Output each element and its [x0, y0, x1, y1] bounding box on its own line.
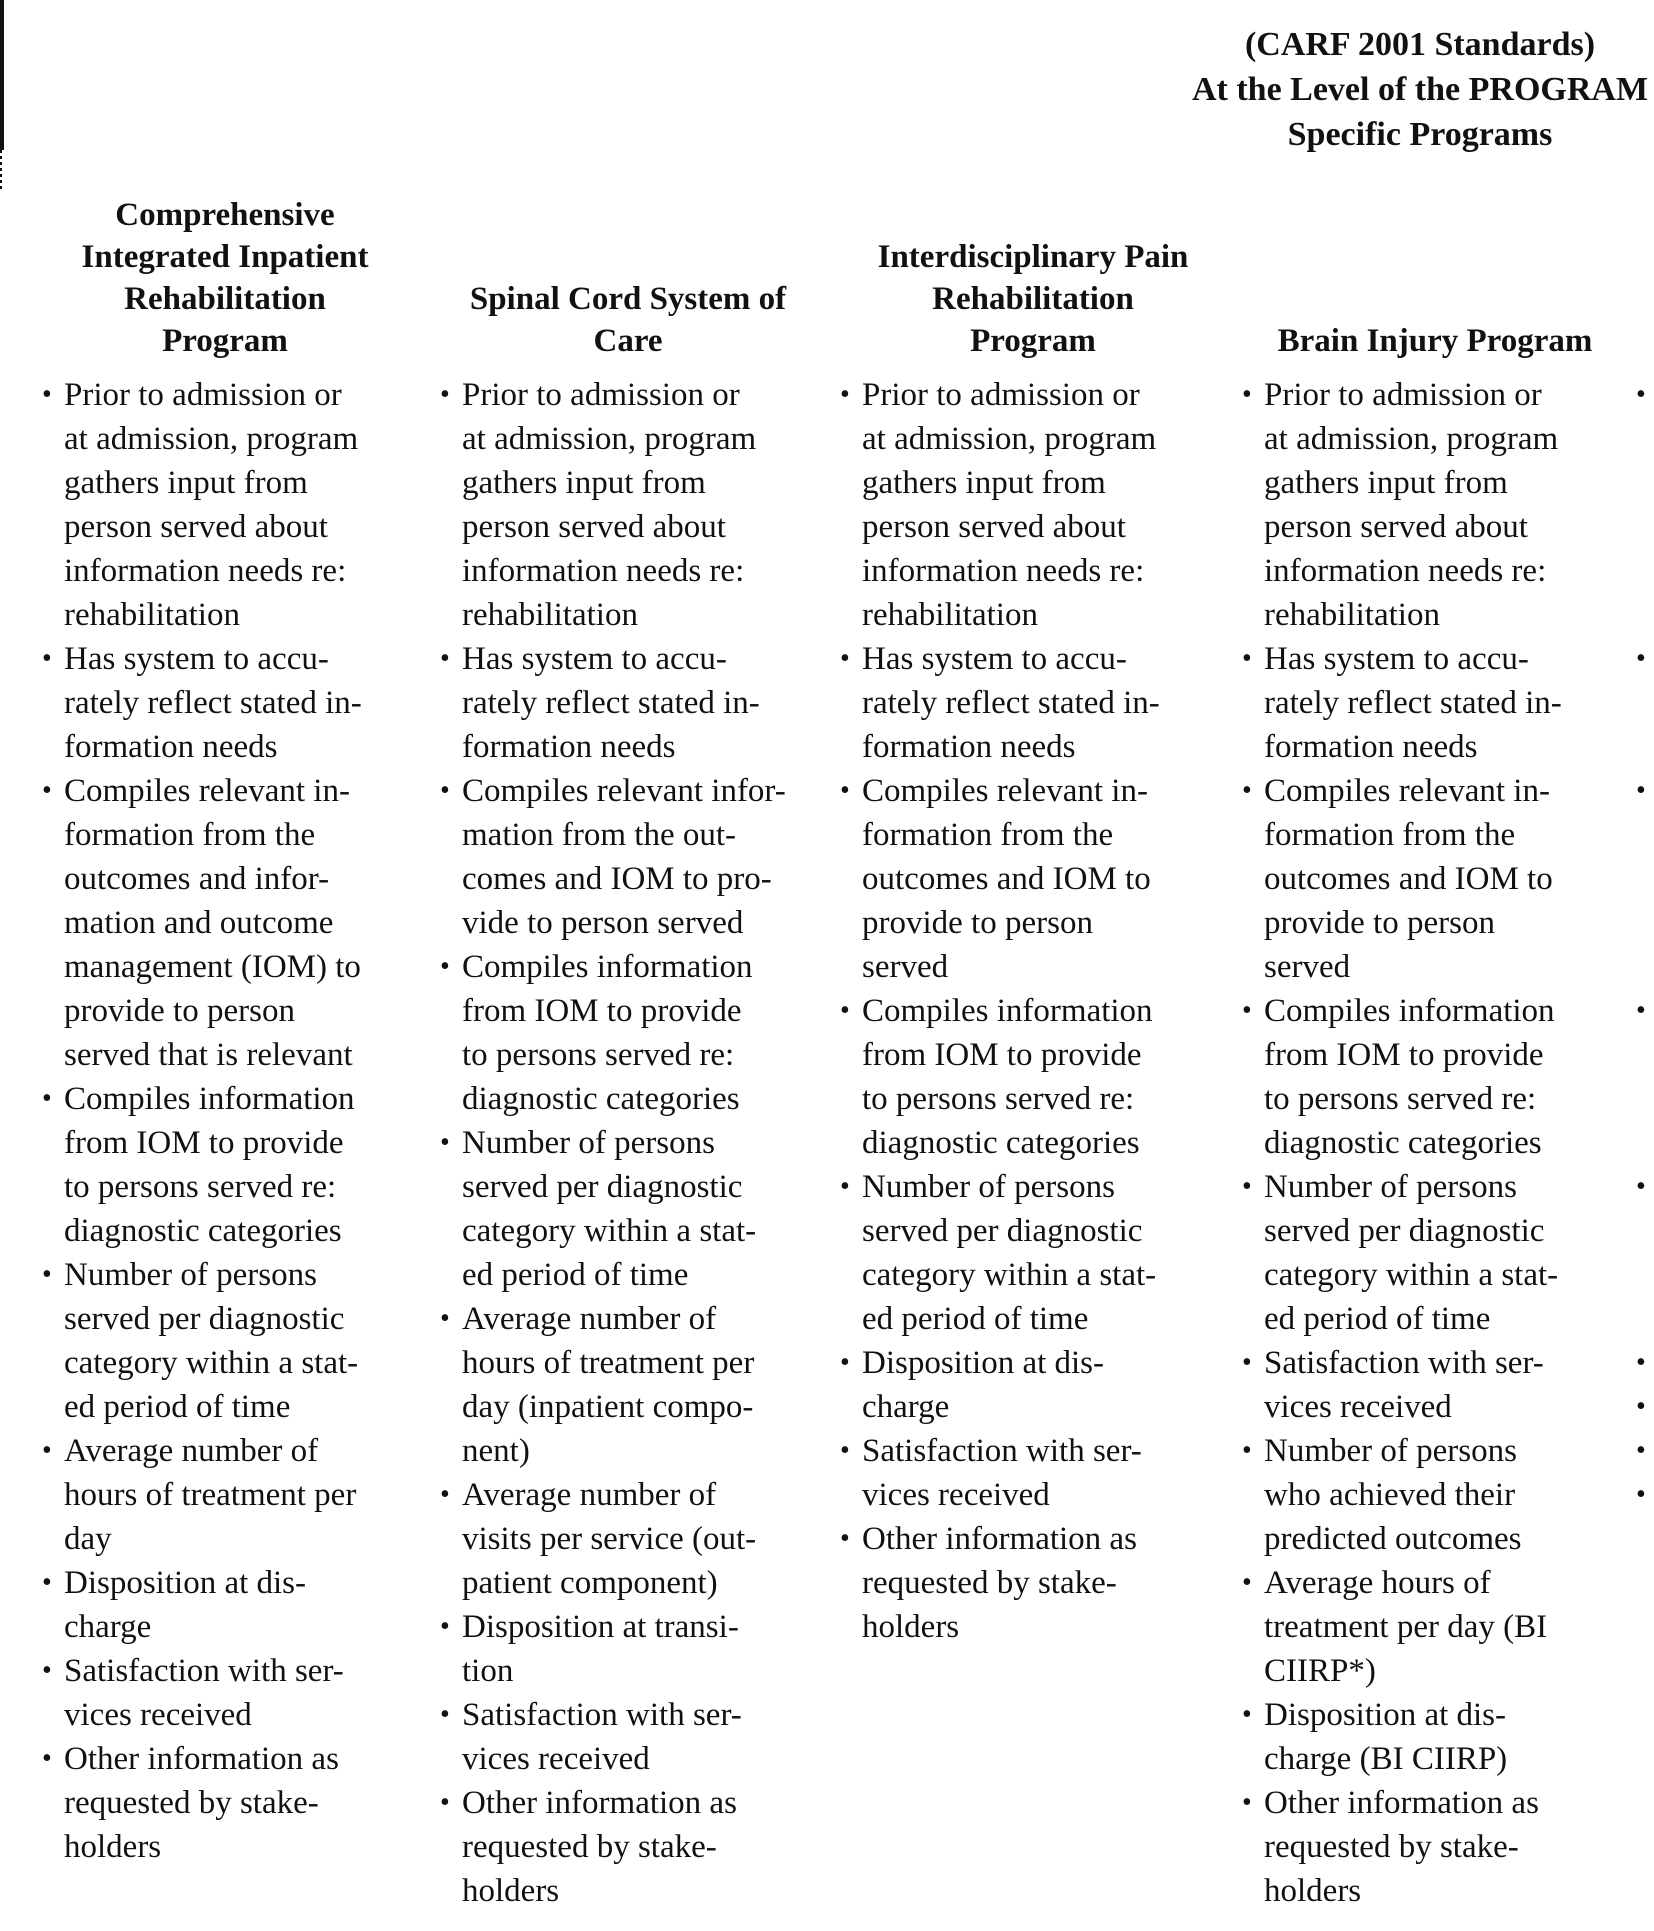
- list-item-line: Other information as: [1264, 1785, 1539, 1821]
- list-item-line: information needs re:: [1264, 553, 1547, 589]
- bullet-icon: •: [440, 643, 450, 674]
- list-item-line: served per diagnostic: [64, 1301, 345, 1337]
- column-title-line: Spinal Cord System of: [469, 281, 787, 317]
- list-item-line: Prior to admission or: [462, 377, 740, 413]
- list-item: [1240, 989, 1630, 1165]
- bullet-icon: •: [840, 995, 850, 1026]
- list-item-line: vices received: [462, 1741, 650, 1777]
- list-item-line: comes and IOM to pro-: [462, 861, 772, 897]
- column-title: [1240, 320, 1630, 362]
- list-item-line: person served about: [462, 509, 726, 545]
- list-item-line: holders: [862, 1609, 960, 1645]
- list-item: [838, 373, 1228, 637]
- list-item-line: Has system to accu-: [1264, 641, 1529, 677]
- bullet-icon: •: [42, 1567, 52, 1598]
- list-item-line: ed period of time: [462, 1257, 689, 1293]
- bullet-icon: •: [1242, 1699, 1252, 1730]
- list-item-line: Satisfaction with ser-: [462, 1697, 742, 1733]
- list-item-line: served: [1264, 949, 1351, 985]
- bullet-icon: •: [1242, 1787, 1252, 1818]
- list-item-line: rehabilitation: [462, 597, 638, 633]
- list-item: [438, 1605, 818, 1693]
- list-item-line: outcomes and infor-: [64, 861, 330, 897]
- bullet-icon: •: [440, 1699, 450, 1730]
- bullet-icon: •: [42, 1083, 52, 1114]
- bullet-icon: •: [840, 1523, 850, 1554]
- bullet-icon: •: [840, 643, 850, 674]
- list-item-line: diagnostic categories: [462, 1081, 740, 1117]
- list-item-line: information needs re:: [462, 553, 745, 589]
- list-item-line: Other information as: [462, 1785, 737, 1821]
- list-item-line: hours of treatment per: [462, 1345, 755, 1381]
- bullet-icon: •: [840, 1347, 850, 1378]
- list-item-line: Average hours of: [1264, 1565, 1491, 1601]
- list-item-line: served per diagnostic: [462, 1169, 743, 1205]
- list-item-line: Has system to accu-: [64, 641, 329, 677]
- list-item-line: category within a stat-: [1264, 1257, 1559, 1293]
- list-item-line: requested by stake-: [462, 1829, 717, 1865]
- list-item-line: Satisfaction with ser-: [64, 1653, 344, 1689]
- column-title-line: Rehabilitation: [932, 281, 1134, 317]
- list-item: [438, 945, 818, 1121]
- list-item-line: ed period of time: [64, 1389, 291, 1425]
- list-item-line: served: [862, 949, 949, 985]
- bullet-list: [438, 373, 818, 1913]
- bullet-icon: •: [1636, 775, 1646, 806]
- list-item-line: served per diagnostic: [1264, 1213, 1545, 1249]
- bullet-icon: •: [1636, 995, 1646, 1026]
- list-item-line: Prior to admission or: [64, 377, 342, 413]
- list-item-line: to persons served re:: [862, 1081, 1135, 1117]
- list-item: [1240, 1341, 1630, 1429]
- list-item-line: Other information as: [64, 1741, 339, 1777]
- list-item-line: Number of persons: [462, 1125, 715, 1161]
- list-item-line: Average number of: [64, 1433, 319, 1469]
- header-line-specific-programs: Specific Programs: [1287, 116, 1553, 153]
- list-item-line: vide to person served: [462, 905, 744, 941]
- list-item: [838, 989, 1228, 1165]
- column-title: [838, 236, 1228, 362]
- bullet-icon: •: [1636, 1435, 1646, 1466]
- list-item-line: charge (BI CIIRP): [1264, 1741, 1508, 1777]
- list-item-line: diagnostic categories: [862, 1125, 1140, 1161]
- list-item-line: mation from the out-: [462, 817, 737, 853]
- bullet-icon: •: [1636, 643, 1646, 674]
- bullet-list: [40, 373, 410, 1869]
- list-item-line: gathers input from: [64, 465, 308, 501]
- list-item-line: tion: [462, 1653, 514, 1689]
- bullet-icon: •: [42, 1743, 52, 1774]
- list-item: [838, 769, 1228, 989]
- bullet-icon: •: [440, 379, 450, 410]
- list-item-line: holders: [64, 1829, 162, 1865]
- bullet-icon: •: [1242, 1567, 1252, 1598]
- list-item-line: ed period of time: [862, 1301, 1089, 1337]
- list-item-line: gathers input from: [462, 465, 706, 501]
- bullet-icon: •: [1636, 1479, 1646, 1510]
- list-item-line: charge: [862, 1389, 950, 1425]
- list-item-line: mation and outcome: [64, 905, 334, 941]
- column-title-line: Interdisciplinary Pain: [877, 239, 1189, 275]
- list-item-line: information needs re:: [64, 553, 347, 589]
- bullet-icon: •: [440, 1611, 450, 1642]
- bullet-icon: •: [1242, 379, 1252, 410]
- list-item-line: ed period of time: [1264, 1301, 1491, 1337]
- list-item-line: served per diagnostic: [862, 1213, 1143, 1249]
- list-item: [40, 637, 410, 769]
- list-item-line: at admission, program: [462, 421, 757, 457]
- list-item-line: Satisfaction with ser-: [862, 1433, 1142, 1469]
- list-item-line: Number of persons: [1264, 1433, 1517, 1469]
- list-item-line: hours of treatment per: [64, 1477, 357, 1513]
- list-item: [1240, 1429, 1630, 1561]
- list-item-line: Compiles relevant in-: [862, 773, 1148, 809]
- list-item-line: management (IOM) to: [64, 949, 361, 985]
- list-item-line: predicted outcomes: [1264, 1521, 1522, 1557]
- list-item-line: to persons served re:: [1264, 1081, 1537, 1117]
- list-item: [40, 769, 410, 1077]
- list-item-line: rehabilitation: [1264, 597, 1440, 633]
- column-title-line: Integrated Inpatient: [81, 239, 369, 275]
- list-item-line: who achieved their: [1264, 1477, 1516, 1513]
- bullet-icon: •: [1242, 1171, 1252, 1202]
- list-item: [40, 1077, 410, 1253]
- list-item-line: Number of persons: [1264, 1169, 1517, 1205]
- list-item-line: day (inpatient compo-: [462, 1389, 754, 1425]
- bullet-icon: •: [1636, 1171, 1646, 1202]
- list-item-line: category within a stat-: [64, 1345, 359, 1381]
- list-item: [1240, 637, 1630, 769]
- list-item-line: Satisfaction with ser-: [1264, 1345, 1544, 1381]
- bullet-icon: •: [440, 1303, 450, 1334]
- list-item-line: at admission, program: [1264, 421, 1559, 457]
- header-line-standards: (CARF 2001 Standards): [1244, 26, 1596, 63]
- list-item-line: Compiles information: [462, 949, 753, 985]
- bullet-icon: •: [42, 1435, 52, 1466]
- column-title-line: Care: [593, 323, 663, 359]
- bullet-icon: •: [440, 1787, 450, 1818]
- list-item-line: Compiles relevant in-: [64, 773, 350, 809]
- list-item: [1240, 1781, 1630, 1913]
- list-item-line: requested by stake-: [862, 1565, 1117, 1601]
- bullet-icon: •: [42, 1259, 52, 1290]
- list-item-line: formation from the: [1264, 817, 1516, 853]
- list-item: [1240, 1561, 1630, 1693]
- list-item-line: provide to person: [862, 905, 1093, 941]
- list-item-line: vices received: [1264, 1389, 1452, 1425]
- list-item-line: formation from the: [862, 817, 1114, 853]
- header-line-level: At the Level of the PROGRAM: [1191, 71, 1649, 108]
- list-item: [40, 1561, 410, 1649]
- list-item-line: diagnostic categories: [1264, 1125, 1542, 1161]
- list-item: [438, 637, 818, 769]
- list-item-line: rehabilitation: [862, 597, 1038, 633]
- list-item-line: formation needs: [862, 729, 1076, 765]
- list-item-line: rately reflect stated in-: [64, 685, 362, 721]
- list-item-line: day: [64, 1521, 112, 1557]
- list-item-line: Disposition at dis-: [862, 1345, 1105, 1381]
- list-item-line: Compiles information: [64, 1081, 355, 1117]
- list-item-line: Disposition at dis-: [1264, 1697, 1507, 1733]
- list-item-line: Has system to accu-: [862, 641, 1127, 677]
- list-item-line: Compiles information: [1264, 993, 1555, 1029]
- column-title: [438, 278, 818, 362]
- list-item-line: visits per service (out-: [462, 1521, 757, 1557]
- column-title-line: Rehabilitation: [124, 281, 326, 317]
- list-item-line: rately reflect stated in-: [1264, 685, 1562, 721]
- list-item-line: formation from the: [64, 817, 316, 853]
- list-item-line: Compiles relevant in-: [1264, 773, 1550, 809]
- list-item-line: from IOM to provide: [862, 1037, 1142, 1073]
- list-item-line: requested by stake-: [64, 1785, 319, 1821]
- list-item-line: person served about: [64, 509, 328, 545]
- column-title-line: Comprehensive: [115, 197, 335, 233]
- list-item-line: from IOM to provide: [64, 1125, 344, 1161]
- list-item-line: Compiles information: [862, 993, 1153, 1029]
- bullet-list: [1240, 373, 1630, 1913]
- list-item: [838, 637, 1228, 769]
- list-item-line: formation needs: [1264, 729, 1478, 765]
- list-item-line: holders: [1264, 1873, 1362, 1909]
- list-item: [438, 1693, 818, 1781]
- bullet-icon: •: [440, 1479, 450, 1510]
- list-item-line: category within a stat-: [862, 1257, 1157, 1293]
- list-item: [40, 1253, 410, 1429]
- list-item-line: formation needs: [462, 729, 676, 765]
- bullet-icon: •: [440, 951, 450, 982]
- list-item: [438, 373, 818, 637]
- list-item: [1240, 373, 1630, 637]
- bullet-icon: •: [42, 379, 52, 410]
- list-item-line: rately reflect stated in-: [862, 685, 1160, 721]
- bullet-icon: •: [42, 1655, 52, 1686]
- list-item: [438, 1781, 818, 1913]
- list-item-line: Disposition at transi-: [462, 1609, 739, 1645]
- bullet-icon: •: [1242, 1347, 1252, 1378]
- list-item-line: Has system to accu-: [462, 641, 727, 677]
- bullet-icon: •: [1242, 995, 1252, 1026]
- bullet-icon: •: [840, 775, 850, 806]
- bullet-icon: •: [840, 1171, 850, 1202]
- list-item-line: patient component): [462, 1565, 718, 1601]
- list-item: [438, 1473, 818, 1605]
- list-item-line: outcomes and IOM to: [862, 861, 1151, 897]
- list-item-line: Number of persons: [862, 1169, 1115, 1205]
- list-item: [40, 373, 410, 637]
- column-title: [40, 194, 410, 362]
- list-item-line: CIIRP*): [1264, 1653, 1376, 1689]
- list-item-line: from IOM to provide: [1264, 1037, 1544, 1073]
- list-item: [438, 1297, 818, 1473]
- bullet-icon: •: [42, 643, 52, 674]
- list-item: [838, 1165, 1228, 1341]
- list-item-line: charge: [64, 1609, 152, 1645]
- list-item-line: at admission, program: [64, 421, 359, 457]
- bullet-list: [838, 373, 1228, 1649]
- list-item-line: Number of persons: [64, 1257, 317, 1293]
- list-item: [1240, 1165, 1630, 1341]
- list-item-line: category within a stat-: [462, 1213, 757, 1249]
- list-item-line: nent): [462, 1433, 530, 1469]
- list-item: [1240, 1693, 1630, 1781]
- list-item-line: gathers input from: [862, 465, 1106, 501]
- list-item-line: vices received: [862, 1477, 1050, 1513]
- list-item: [438, 769, 818, 945]
- list-item: [838, 1341, 1228, 1429]
- list-item-line: at admission, program: [862, 421, 1157, 457]
- bullet-icon: •: [42, 775, 52, 806]
- left-margin-rule: [0, 0, 4, 150]
- bullet-icon: •: [1636, 379, 1646, 410]
- bullet-icon: •: [440, 1127, 450, 1158]
- column-title-line: Brain Injury Program: [1277, 323, 1593, 359]
- list-item-line: requested by stake-: [1264, 1829, 1519, 1865]
- bullet-icon: •: [1242, 643, 1252, 674]
- list-item-line: diagnostic categories: [64, 1213, 342, 1249]
- list-item-line: vices received: [64, 1697, 252, 1733]
- list-item-line: Disposition at dis-: [64, 1565, 307, 1601]
- list-item-line: from IOM to provide: [462, 993, 742, 1029]
- column-title-line: Program: [970, 323, 1096, 359]
- bullet-icon: •: [1636, 1347, 1646, 1378]
- list-item-line: treatment per day (BI: [1264, 1609, 1548, 1645]
- bullet-icon: •: [1242, 775, 1252, 806]
- bullet-icon: •: [440, 775, 450, 806]
- list-item-line: to persons served re:: [64, 1169, 337, 1205]
- left-margin-rule-faint: [0, 150, 2, 190]
- bullet-icon: •: [840, 1435, 850, 1466]
- list-item-line: served that is relevant: [64, 1037, 353, 1073]
- list-item-line: rehabilitation: [64, 597, 240, 633]
- list-item-line: Average number of: [462, 1477, 717, 1513]
- list-item-line: Compiles relevant infor-: [462, 773, 786, 809]
- list-item-line: Prior to admission or: [862, 377, 1140, 413]
- list-item-line: outcomes and IOM to: [1264, 861, 1553, 897]
- list-item: [1240, 769, 1630, 989]
- list-item: [40, 1429, 410, 1561]
- list-item-line: holders: [462, 1873, 560, 1909]
- bullet-icon: •: [1636, 1391, 1646, 1422]
- list-item: [438, 1121, 818, 1297]
- bullet-icon: •: [1242, 1435, 1252, 1466]
- page-header: [1160, 22, 1654, 157]
- bullet-icon: •: [840, 379, 850, 410]
- list-item-line: provide to person: [1264, 905, 1495, 941]
- list-item-line: formation needs: [64, 729, 278, 765]
- list-item-line: person served about: [862, 509, 1126, 545]
- list-item-line: gathers input from: [1264, 465, 1508, 501]
- list-item-line: Average number of: [462, 1301, 717, 1337]
- list-item-line: information needs re:: [862, 553, 1145, 589]
- column-title-line: Program: [162, 323, 288, 359]
- list-item-line: Other information as: [862, 1521, 1137, 1557]
- list-item: [40, 1649, 410, 1737]
- list-item-line: to persons served re:: [462, 1037, 735, 1073]
- list-item-line: person served about: [1264, 509, 1528, 545]
- list-item: [40, 1737, 410, 1869]
- list-item: [838, 1517, 1228, 1649]
- list-item: [838, 1429, 1228, 1517]
- list-item-line: rately reflect stated in-: [462, 685, 760, 721]
- list-item-line: Prior to admission or: [1264, 377, 1542, 413]
- list-item-line: provide to person: [64, 993, 295, 1029]
